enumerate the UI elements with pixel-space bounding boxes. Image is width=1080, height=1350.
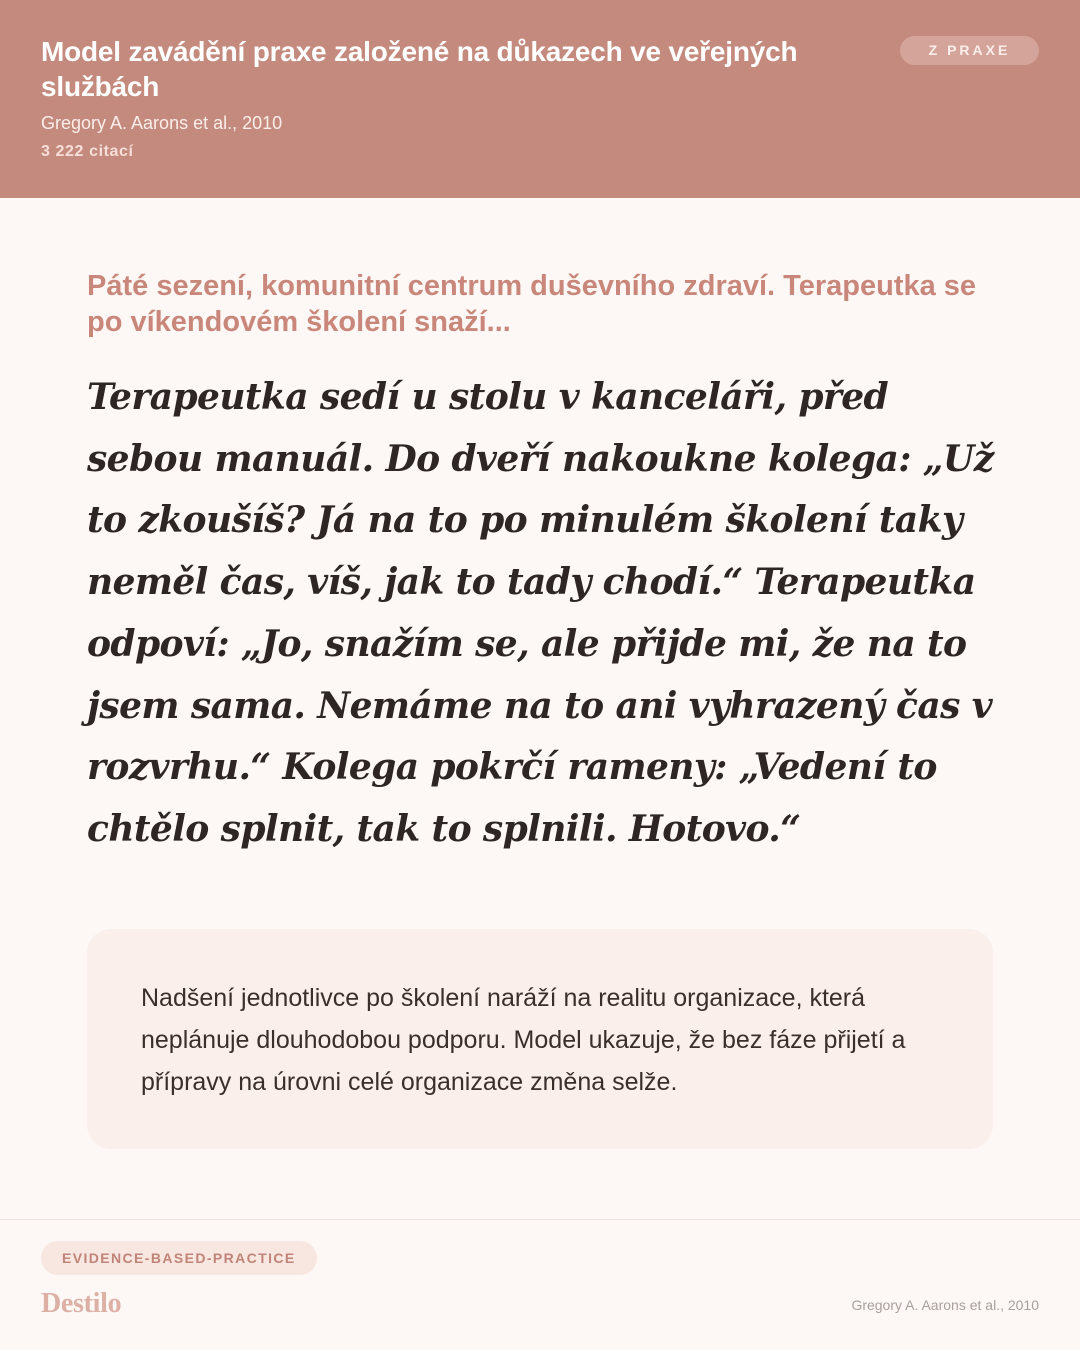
brand-logo: Destilo (41, 1288, 122, 1319)
paper-authors: Gregory A. Aarons et al., 2010 (41, 113, 283, 133)
insight-box (87, 929, 993, 1149)
footer-source: Gregory A. Aarons et al., 2010 (851, 1297, 1039, 1313)
topic-tag[interactable]: EVIDENCE-BASED-PRACTICE (41, 1241, 317, 1275)
footer-divider (0, 1219, 1080, 1220)
paper-title: Model zavádění praxe založené na důkazech ve veřejných službách (41, 36, 798, 102)
insight-text: Nadšení jednotlivce po školení naráží na realitu organizace, která neplánuje dlouhodobou podporu. Model ukazuje, že bez fáze přijetí a přípravy na úrovni celé organizace změna selže. (141, 984, 906, 1096)
scenario-lead: Páté sezení, komunitní centrum duševního zdraví. Terapeutka se po víkendovém školení snaží... (87, 270, 977, 338)
category-badge: Z PRAXE (900, 36, 1039, 65)
citation-count: 3 222 citací (41, 143, 134, 160)
story-text: Terapeutka sedí u stolu v kanceláři, před sebou manuál. Do dveří nakoukne kolega: „Už to zkoušíš? Já na to po minulém školení taky neměl čas, víš, jak to tady chodí.“ Terapeutka odpoví: „Jo, snažím se, ale přijde mi, že na to jsem sama. Nemáme na to ani vyhrazený čas v rozvrhu.“ Kolega pokrčí rameny: „Vedení to chtělo splnit, tak to splnili. Hotovo.“ (87, 376, 994, 850)
header (0, 0, 1080, 198)
